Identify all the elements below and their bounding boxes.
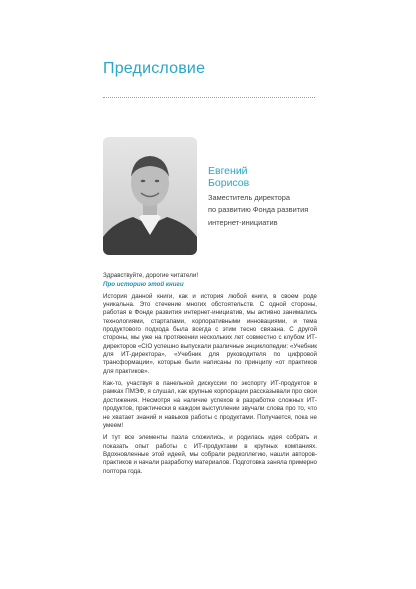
body-text	[103, 272, 317, 480]
author-photo	[103, 137, 197, 255]
author-info	[208, 165, 328, 227]
author-last-name: Борисов	[208, 177, 250, 189]
section-subheading: Про историю этой книги	[103, 281, 184, 289]
paragraph-2: Как-то, участвуя в панельной дискуссии по экспорту ИТ-продуктов в рамках ПМЭФ, я слушал, как крупные корпорации рассказывали про свои достижения. Несмотря на наличие успехов в разработке сложных ИТ-продуктов, практически в каждом выступлении звучали слова про то, что не хватает знаний и навыков работы с продуктами. Получается, пока не умеем!	[103, 380, 317, 429]
author-role-line-1: Заместитель директора	[208, 193, 290, 202]
author-role-line-3: интернет-инициатив	[208, 217, 278, 227]
author-role-line-2: по развитию Фонда развития	[208, 205, 309, 215]
paragraph-3: И тут все элементы пазла сложились, и родилась идея собрать и показать опыт работы с ИТ-продуктами в крупных компаниях. Вдохновленные этой идеей, мы собрали редколлегию, нашли авторов-практиков и начали разработку материалов. Подготовка заняла примерно полтора года.	[103, 434, 317, 475]
page-title: Предисловие	[103, 60, 206, 77]
dotted-divider	[103, 97, 315, 98]
paragraph-1: История данной книги, как и история любой книги, в своем роде уникальна. Это стечение многих обстоятельств. С одной стороны, работая в Фонде развития интернет-инициатив, мы активно занимались технологиями, стартапами, корпоративными инновациями, и тема продуктового подхода была всегда с этим тесно связана. С другой стороны, мы уже на протяжении нескольких лет совместно с клубом ИТ-директоров «CIO успешно выпускали различные энциклопедии: «Учебник для ИТ-директора», «Учебник для руководителя по цифровой трансформации», которые были написаны по принципу «от практиков для практиков».	[103, 292, 317, 375]
greeting: Здравствуйте, дорогие читатели!	[103, 272, 199, 279]
author-first-name: Евгений	[208, 165, 248, 177]
author-portrait-image	[103, 137, 197, 255]
